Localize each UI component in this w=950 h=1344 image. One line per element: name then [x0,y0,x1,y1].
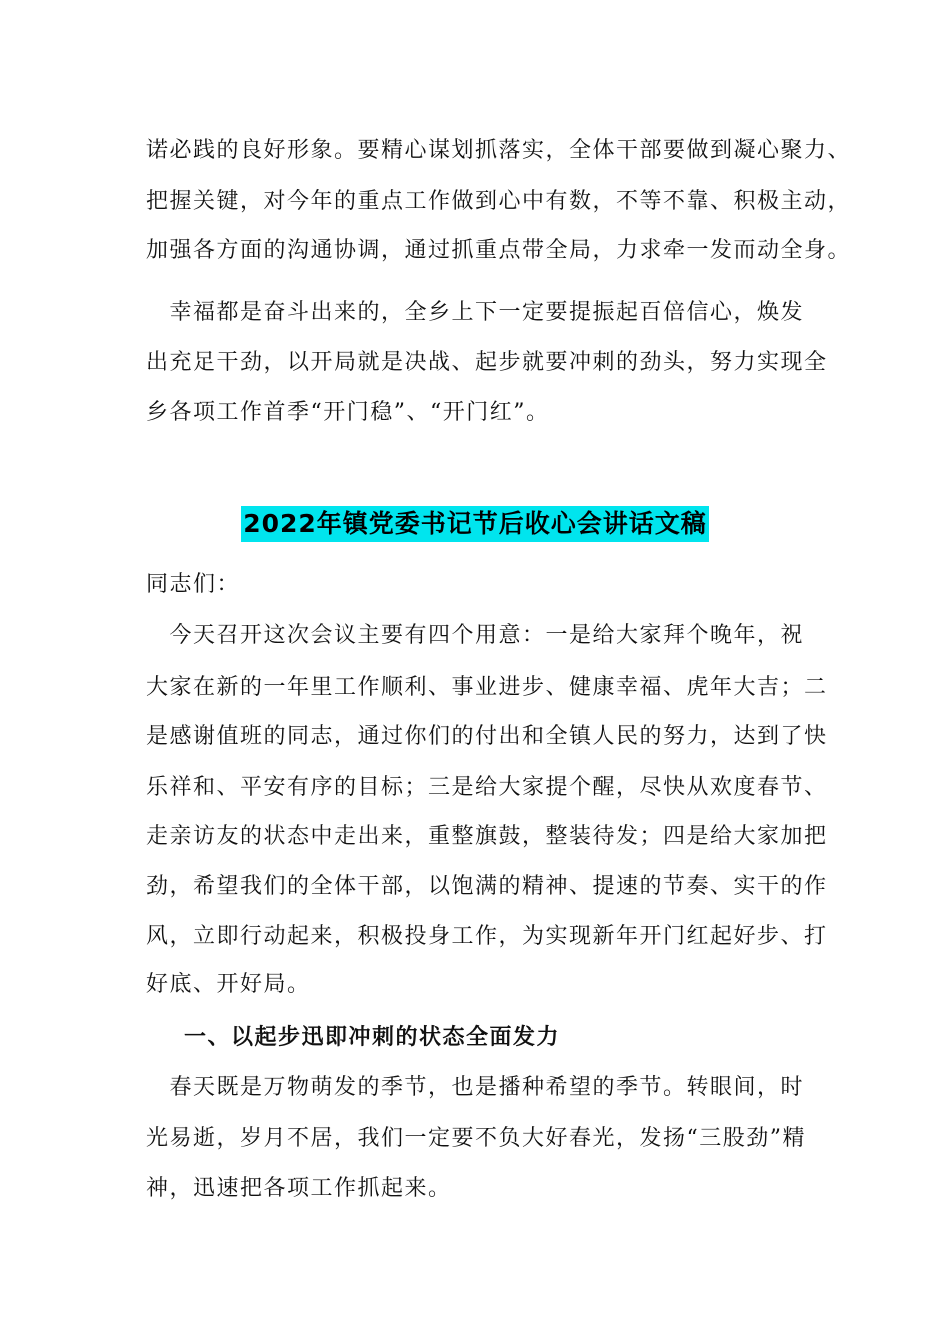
title-container [0,506,950,542]
paragraph-line: 神，迅速把各项工作抓起来。 [146,1176,452,1201]
paragraph-line: 把握关键，对今年的重点工作做到心中有数，不等不靠、积极主动， [146,189,852,214]
paragraph-line: 乐祥和、平安有序的目标；三是给大家提个醒，尽快从欢度春节、 [146,775,828,800]
document-title: 2022年镇党委书记节后收心会讲话文稿 [241,506,709,542]
paragraph-line: 出充足干劲，以开局就是决战、起步就要冲刺的劲头，努力实现全 [146,350,828,375]
paragraph-line: 走亲访友的状态中走出来，重整旗鼓，整装待发；四是给大家加把 [146,824,828,849]
paragraph-line: 加强各方面的沟通协调，通过抓重点带全局，力求牵一发而动全身。 [146,238,852,263]
paragraph-line: 劲，希望我们的全体干部，以饱满的精神、提速的节奏、实干的作 [146,874,828,899]
paragraph-line: 大家在新的一年里工作顺利、事业进步、健康幸福、虎年大吉；二 [146,675,828,700]
paragraph-line: 诺必践的良好形象。要精心谋划抓落实，全体干部要做到凝心聚力、 [146,138,852,163]
paragraph-line: 是感谢值班的同志，通过你们的付出和全镇人民的努力，达到了快 [146,724,828,749]
paragraph-line: 今天召开这次会议主要有四个用意：一是给大家拜个晚年，祝 [146,623,805,648]
section-heading: 一、以起步迅即冲刺的状态全面发力 [184,1024,561,1050]
paragraph-line: 好底、开好局。 [146,972,311,997]
paragraph-line: 春天既是万物萌发的季节，也是播种希望的季节。转眼间，时 [146,1075,805,1100]
salutation: 同志们： [146,572,241,597]
paragraph-line: 风，立即行动起来，积极投身工作，为实现新年开门红起好步、打 [146,924,828,949]
paragraph-line: 乡各项工作首季“开门稳”、“开门红”。 [146,400,550,425]
paragraph-line: 光易逝，岁月不居，我们一定要不负大好春光，发扬“三股劲”精 [146,1126,806,1151]
paragraph-line: 幸福都是奋斗出来的，全乡上下一定要提振起百倍信心，焕发 [146,300,805,325]
